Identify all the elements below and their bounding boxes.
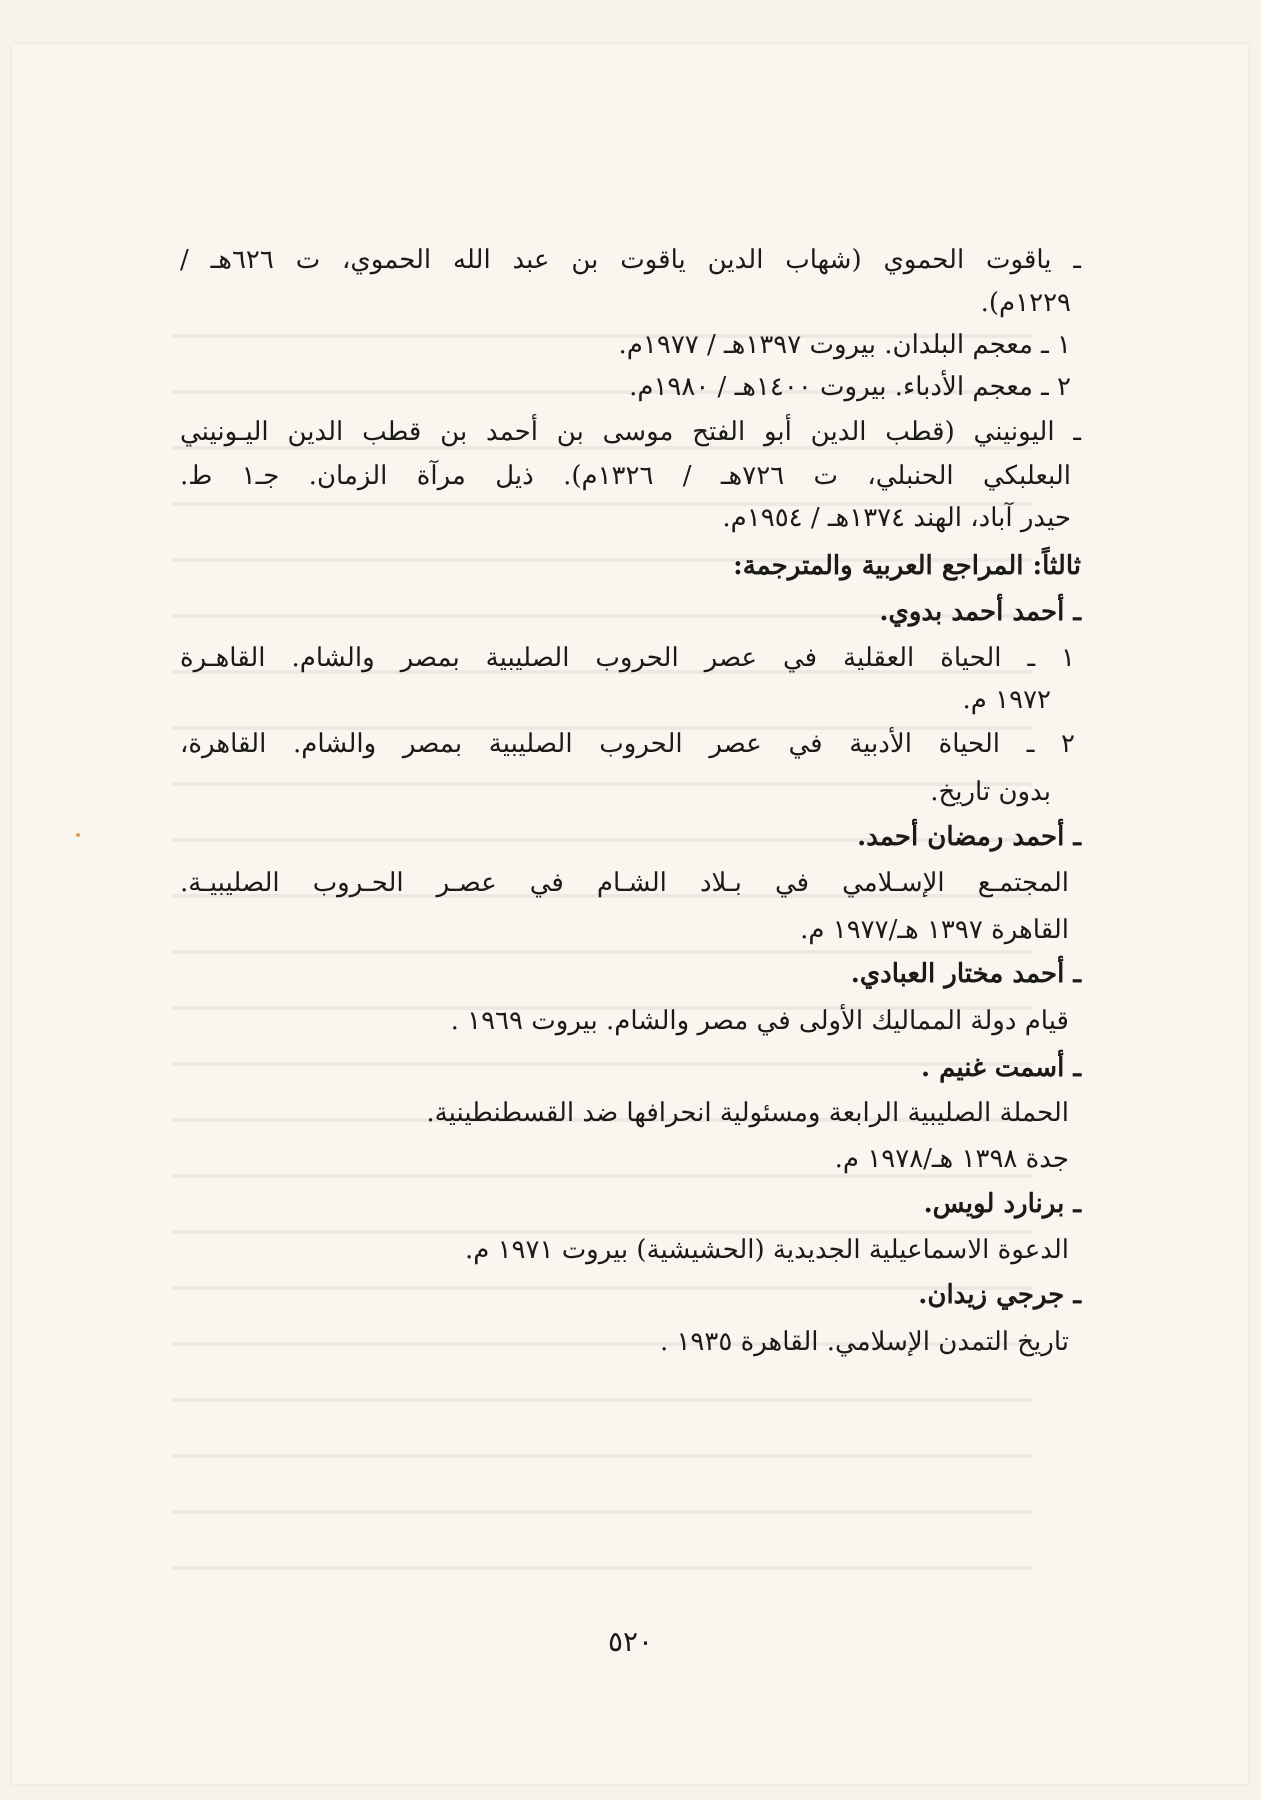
ghunaym-work-line1: الحملة الصليبية الرابعة ومسئولية انحرافها ضد القسطنطينية. [426, 1098, 1069, 1128]
entry-yaqut-work1: ١ ـ معجم البلدان. بيروت ١٣٩٧هـ / ١٩٧٧م. [618, 330, 1071, 360]
entry-yaqut-work2: ٢ ـ معجم الأدباء. بيروت ١٤٠٠هـ / ١٩٨٠م. [629, 372, 1071, 402]
badawi-work1-line2: ١٩٧٢ م. [962, 685, 1051, 715]
entry-yaqut-line2: ١٢٢٩م). [980, 288, 1071, 318]
author-badawi: ـ أحمد أحمد بدوي. [879, 597, 1081, 627]
badawi-work1-line1: ١ ـ الحياة العقلية في عصر الحروب الصليبية بمصر والشام. القاهـرة [180, 643, 1075, 673]
author-ghunaym: ـ أسمت غنيم . [921, 1053, 1081, 1083]
author-ramadan: ـ أحمد رمضان أحمد. [857, 822, 1081, 852]
zaydan-work: تاريخ التمدن الإسلامي. القاهرة ١٩٣٥ . [659, 1327, 1069, 1357]
abbadi-work: قيام دولة المماليك الأولى في مصر والشام. بيروت ١٩٦٩ . [450, 1006, 1069, 1036]
entry-yunini-line1: ـ اليونيني (قطب الدين أبو الفتح موسى بن أحمد بن قطب الدين اليـونيني [180, 417, 1081, 447]
section-heading: ثالثاً: المراجع العربية والمترجمة: [733, 551, 1081, 581]
author-abbadi: ـ أحمد مختار العبادي. [850, 959, 1081, 989]
badawi-work2-line2: بدون تاريخ. [930, 777, 1051, 807]
page-number: ٥٢٠ [607, 1625, 654, 1658]
lewis-work: الدعوة الاسماعيلية الجديدية (الحشيشية) بيروت ١٩٧١ م. [464, 1235, 1069, 1265]
entry-yaqut-line1: ـ ياقوت الحموي (شهاب الدين ياقوت بن عبد الله الحموي، ت ٦٢٦هـ / [180, 245, 1081, 275]
entry-yunini-line2: البعلبكي الحنبلي، ت ٧٢٦هـ / ١٣٢٦م). ذيل مرآة الزمان. جـ١ ط. [180, 461, 1072, 491]
badawi-work2-line1: ٢ ـ الحياة الأدبية في عصر الحروب الصليبية بمصر والشام. القاهرة، [180, 729, 1075, 759]
ramadan-work-line2: القاهرة ١٣٩٧ هـ/١٩٧٧ م. [800, 915, 1069, 945]
paper-speck [76, 833, 80, 837]
ghunaym-work-line2: جدة ١٣٩٨ هـ/١٩٧٨ م. [834, 1144, 1069, 1174]
author-lewis: ـ برنارد لويس. [923, 1189, 1081, 1219]
ramadan-work-line1: المجتمـع الإسـلامي في بـلاد الشـام في عصـر الحـروب الصليبيـة. [180, 868, 1069, 898]
entry-yunini-line3: حيدر آباد، الهند ١٣٧٤هـ / ١٩٥٤م. [722, 503, 1071, 533]
author-zaydan: ـ جرجي زيدان. [918, 1280, 1081, 1310]
